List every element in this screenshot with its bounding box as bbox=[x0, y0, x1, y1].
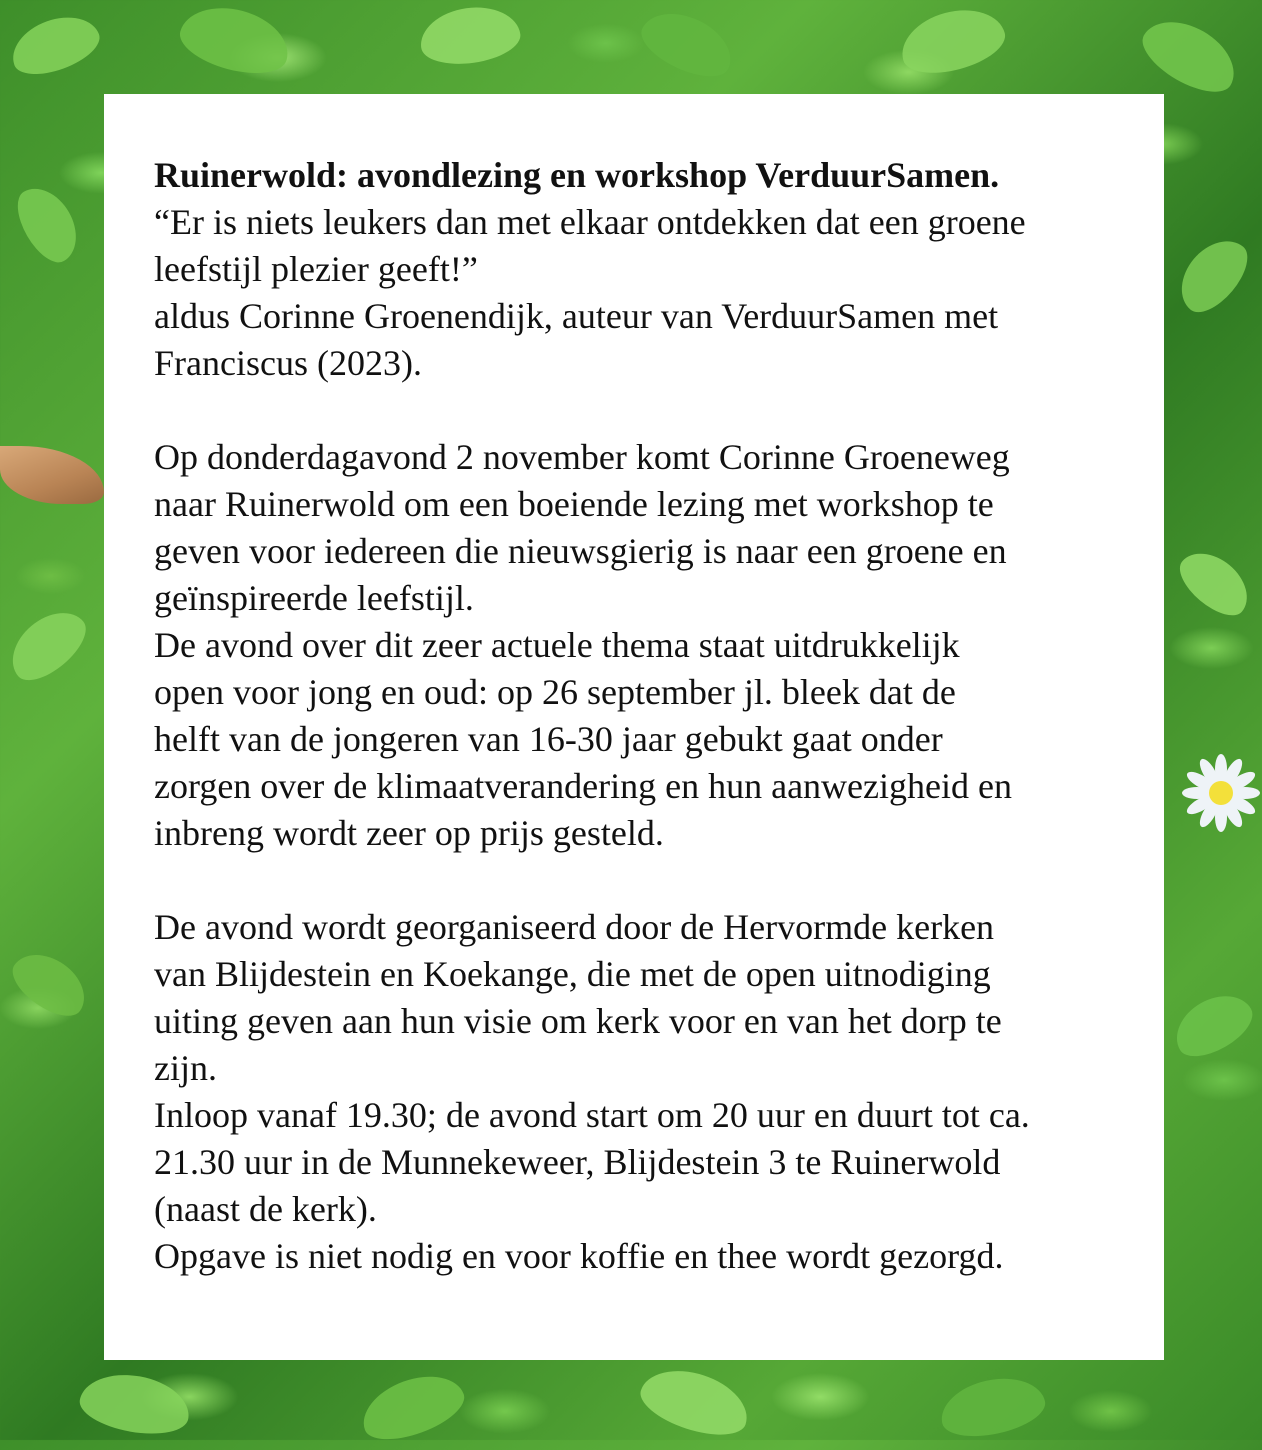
leaf-icon bbox=[3, 941, 96, 1026]
paragraph-line: geïnspireerde leefstijl. bbox=[154, 578, 474, 618]
announcement-title: Ruinerwold: avondlezing en workshop VerduurSamen. bbox=[154, 155, 1000, 195]
paragraph-line: inbreng wordt zeer op prijs gesteld. bbox=[154, 813, 664, 853]
leaf-icon bbox=[894, 0, 1010, 83]
paragraph-line: 21.30 uur in de Munnekeweer, Blijdestein 3 te Ruinerwold bbox=[154, 1142, 1001, 1182]
leaf-icon bbox=[7, 177, 89, 270]
paragraph-gap bbox=[154, 387, 1148, 434]
paragraph-gap bbox=[154, 857, 1148, 904]
leaf-icon bbox=[1170, 540, 1259, 625]
attribution-line: Franciscus (2023). bbox=[154, 343, 422, 383]
paragraph-line: geven voor iedereen die nieuwsgierig is naar een groene en bbox=[154, 531, 1007, 571]
leaf-icon bbox=[354, 1364, 471, 1450]
daisy-flower-icon bbox=[1180, 752, 1262, 834]
paragraph-line: (naast de kerk). bbox=[154, 1189, 377, 1229]
paragraph-line: uiting geven aan hun visie om kerk voor en van het dorp te bbox=[154, 1001, 1002, 1041]
leaf-icon bbox=[633, 0, 741, 87]
paragraph-line: Inloop vanaf 19.30; de avond start om 20 uur en duurt tot ca. bbox=[154, 1095, 1030, 1135]
paragraph-line: Opgave is niet nodig en voor koffie en thee wordt gezorgd. bbox=[154, 1236, 1004, 1276]
leaf-icon bbox=[1133, 7, 1247, 105]
paragraph-line: Op donderdagavond 2 november komt Corinne Groeneweg bbox=[154, 437, 1010, 477]
paragraph-line: De avond over dit zeer actuele thema staat uitdrukkelijk bbox=[154, 625, 960, 665]
paragraph-line: van Blijdestein en Koekange, die met de open uitnodiging bbox=[154, 954, 991, 994]
leaf-icon bbox=[174, 0, 296, 83]
quote-line: leefstijl plezier geeft!” bbox=[154, 249, 478, 289]
leaf-icon bbox=[417, 1, 524, 69]
paragraph-line: open voor jong en oud: op 26 september jl. bleek dat de bbox=[154, 672, 956, 712]
paragraph-line: helft van de jongeren van 16-30 jaar gebukt gaat onder bbox=[154, 719, 943, 759]
attribution-line: aldus Corinne Groenendijk, auteur van VerduurSamen met bbox=[154, 296, 999, 336]
leaf-icon bbox=[4, 6, 106, 84]
leaf-icon bbox=[0, 599, 96, 692]
leaf-icon bbox=[1167, 228, 1258, 323]
leaf-icon bbox=[634, 1358, 756, 1445]
paragraph-line: naar Ruinerwold om een boeiende lezing met workshop te bbox=[154, 484, 994, 524]
leaf-icon bbox=[76, 1367, 194, 1441]
paragraph-line: zijn. bbox=[154, 1048, 217, 1088]
announcement-card bbox=[104, 94, 1164, 1360]
paragraph-line: De avond wordt georganiseerd door de Hervormde kerken bbox=[154, 907, 995, 947]
paragraph-line: zorgen over de klimaatverandering en hun aanwezigheid en bbox=[154, 766, 1012, 806]
quote-line: “Er is niets leukers dan met elkaar ontdekken dat een groene bbox=[154, 202, 1026, 242]
leaf-icon bbox=[1165, 983, 1261, 1067]
leaf-icon bbox=[936, 1370, 1050, 1445]
